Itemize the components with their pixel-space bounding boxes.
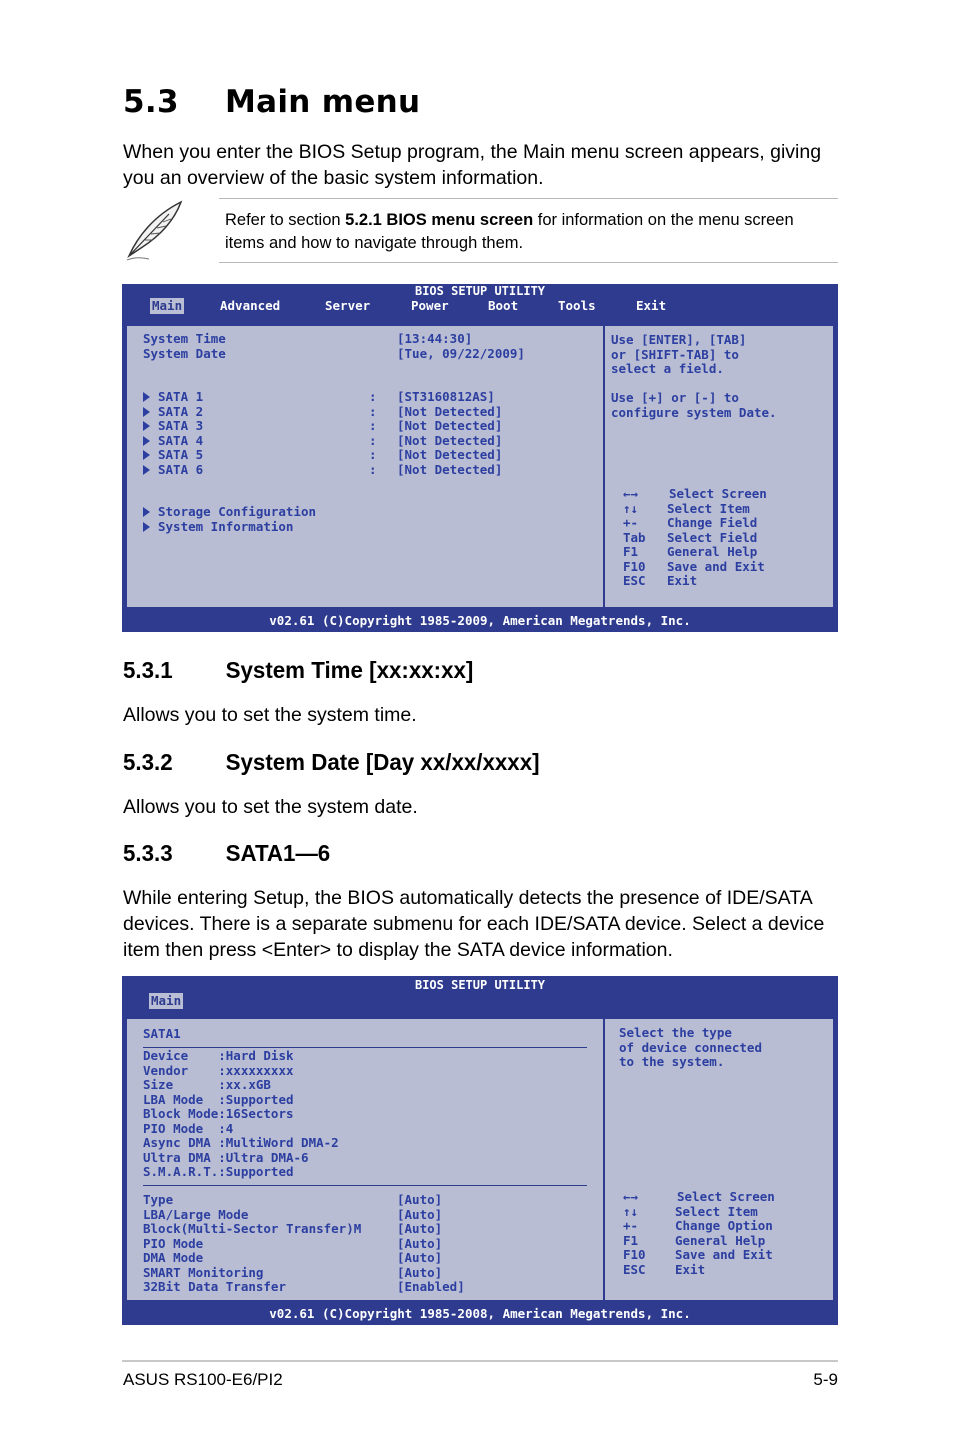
option-label-smart-monitoring[interactable]: SMART Monitoring <box>143 1264 264 1280</box>
key-desc: Exit <box>667 573 698 588</box>
note-prefix: Refer to section <box>225 211 346 229</box>
menu-tab-power[interactable]: Power <box>411 298 449 313</box>
bios-left-pane <box>126 1018 604 1301</box>
key-desc: General Help <box>675 1232 766 1248</box>
sata-separator: : <box>369 389 377 404</box>
option-value-type[interactable]: [Auto] <box>397 1192 443 1207</box>
device-info-line: Async DMA :MultiWord DMA-2 <box>143 1135 339 1150</box>
menu-tab-advanced[interactable]: Advanced <box>220 298 281 313</box>
subsection-heading-system-date: 5.3.2 System Date [Day xx/xx/xxxx] <box>123 749 540 775</box>
help-line: or [SHIFT-TAB] to <box>611 346 739 362</box>
key-arrows-ud: ↑↓ <box>623 500 639 516</box>
option-label-pio-mode[interactable]: PIO Mode <box>143 1235 204 1251</box>
key-desc: Select Field <box>667 529 758 545</box>
key-desc: Save and Exit <box>675 1247 773 1262</box>
sata-item-3[interactable]: SATA 3 <box>143 419 203 434</box>
option-value-32bit-transfer[interactable]: [Enabled] <box>397 1279 465 1294</box>
submenu-arrow-icon <box>143 507 150 517</box>
submenu-arrow-icon <box>143 522 150 532</box>
device-info-line: Vendor :xxxxxxxxx <box>143 1062 294 1078</box>
key-plus-minus: +- <box>623 1218 639 1233</box>
sata-separator: : <box>369 461 377 477</box>
menu-tab-exit[interactable]: Exit <box>636 298 667 313</box>
field-value-system-date[interactable]: [Tue, 09/22/2009] <box>397 346 525 361</box>
key-tab: Tab <box>623 529 646 545</box>
intro-paragraph: When you enter the BIOS Setup program, the Main menu screen appears, giving you an overview of the basic system information. <box>123 141 822 189</box>
sata-value-6: [Not Detected] <box>397 461 503 477</box>
sata-item-1[interactable]: SATA 1 <box>143 390 203 405</box>
key-desc: Change Field <box>667 515 758 530</box>
key-desc: Select Item <box>675 1203 758 1219</box>
option-value-block-multi-sector[interactable]: [Auto] <box>397 1221 443 1236</box>
submenu-system-information[interactable]: System Information <box>143 520 293 535</box>
key-f1: F1 <box>623 544 639 559</box>
submenu-storage-configuration[interactable]: Storage Configuration <box>143 505 316 520</box>
submenu-arrow-icon <box>143 421 150 431</box>
sata-item-2[interactable]: SATA 2 <box>143 405 203 420</box>
key-esc: ESC <box>623 1261 646 1277</box>
page-title <box>123 84 420 120</box>
sata-desc: While entering Setup, the BIOS automatically detects the presence of IDE/SATA devices. There is a separate submenu for each IDE/SATA device. Select a device item then press <Enter> to display the SATA device information. <box>123 887 825 961</box>
device-info-line: S.M.A.R.T.:Supported <box>143 1164 294 1179</box>
device-info-line: LBA Mode :Supported <box>143 1091 294 1107</box>
menu-tab-main[interactable]: Main <box>151 993 182 1008</box>
sata-value-2: [Not Detected] <box>397 403 503 419</box>
footer-page-number: 5-9 <box>813 1370 838 1389</box>
menu-tab-boot[interactable]: Boot <box>488 298 519 313</box>
help-line: configure system Date. <box>611 404 777 420</box>
footer-product-name: ASUS RS100-E6/PI2 <box>123 1370 283 1389</box>
menu-tab-main[interactable]: Main <box>152 298 183 313</box>
bios-help-pane <box>604 325 834 608</box>
field-label-system-time[interactable]: System Time <box>143 331 226 346</box>
subsection-heading-sata: 5.3.3 SATA1—6 <box>123 840 331 866</box>
key-desc: Select Screen <box>669 486 767 501</box>
key-desc: Select Item <box>667 500 750 516</box>
key-desc: Select Screen <box>677 1189 775 1204</box>
option-value-dma-mode[interactable]: [Auto] <box>397 1250 443 1265</box>
submenu-arrow-icon <box>143 465 150 475</box>
sata-value-4: [Not Detected] <box>397 432 503 448</box>
note-top-rule <box>219 198 838 199</box>
submenu-arrow-icon <box>143 450 150 460</box>
option-value-pio-mode[interactable]: [Auto] <box>397 1235 443 1251</box>
help-line: to the system. <box>619 1054 725 1069</box>
menu-tab-server[interactable]: Server <box>325 298 371 313</box>
device-info-line: Block Mode:16Sectors <box>143 1106 294 1121</box>
key-f10: F10 <box>623 1247 646 1262</box>
key-esc: ESC <box>623 573 646 588</box>
key-desc: Change Option <box>675 1218 773 1233</box>
system-date-desc: Allows you to set the system date. <box>123 796 418 818</box>
separator <box>143 1185 587 1186</box>
sata-separator: : <box>369 403 377 419</box>
option-value-lba-large-mode[interactable]: [Auto] <box>397 1206 443 1222</box>
key-desc: Exit <box>675 1261 706 1277</box>
help-line: Select the type <box>619 1025 732 1040</box>
key-arrows-ud: ↑↓ <box>623 1203 639 1219</box>
menu-tab-tools[interactable]: Tools <box>558 298 596 313</box>
option-label-block-multi-sector[interactable]: Block(Multi-Sector Transfer)M <box>143 1221 362 1236</box>
section-number: 5.3 <box>123 84 179 120</box>
option-label-32bit-transfer[interactable]: 32Bit Data Transfer <box>143 1279 286 1294</box>
submenu-arrow-icon <box>143 407 150 417</box>
option-label-lba-large-mode[interactable]: LBA/Large Mode <box>143 1206 249 1222</box>
option-label-dma-mode[interactable]: DMA Mode <box>143 1250 204 1265</box>
footer-rule <box>122 1360 838 1362</box>
sata-separator: : <box>369 418 377 433</box>
help-line: Use [+] or [-] to <box>611 390 739 405</box>
sata-heading: SATA1 <box>143 1026 181 1041</box>
sata-item-6[interactable]: SATA 6 <box>143 463 203 478</box>
sata-value-3: [Not Detected] <box>397 418 503 433</box>
bios-screen-main <box>122 284 838 632</box>
note-text <box>225 209 835 255</box>
note-reference: 5.2.1 BIOS menu screen <box>345 211 534 229</box>
note-bottom-rule <box>219 262 838 263</box>
bios-help-pane <box>604 1018 834 1301</box>
section-title: Main menu <box>225 84 421 120</box>
help-line: select a field. <box>611 361 724 376</box>
key-f1: F1 <box>623 1232 639 1248</box>
device-info-line: PIO Mode :4 <box>143 1120 234 1136</box>
key-arrows-lr: ←→ <box>623 486 639 501</box>
key-desc: General Help <box>667 544 758 559</box>
help-line: Use [ENTER], [TAB] <box>611 332 747 347</box>
bios-screen-sata1 <box>122 976 838 1325</box>
field-value-system-time[interactable]: [13:44:30] <box>397 331 473 346</box>
sata-item-5[interactable]: SATA 5 <box>143 448 203 463</box>
bios-footer: v02.61 (C)Copyright 1985-2008, American Megatrends, Inc. <box>269 1306 691 1321</box>
device-info-line: Device :Hard Disk <box>143 1048 294 1063</box>
subsection-heading-system-time: 5.3.1 System Time [xx:xx:xx] <box>123 657 474 683</box>
bios-left-pane <box>126 325 604 608</box>
sata-value-5: [Not Detected] <box>397 447 503 462</box>
key-f10: F10 <box>623 558 646 574</box>
key-arrows-lr: ←→ <box>623 1189 639 1204</box>
sata-separator: : <box>369 447 377 462</box>
field-label-system-date[interactable]: System Date <box>143 346 226 361</box>
note-suffix: for information on the menu screen items and how to navigate through them. <box>225 211 794 252</box>
feather-icon <box>123 198 187 262</box>
key-plus-minus: +- <box>623 515 639 530</box>
device-info-line: Ultra DMA :Ultra DMA-6 <box>143 1149 309 1165</box>
submenu-arrow-icon <box>143 436 150 446</box>
sata-separator: : <box>369 432 377 448</box>
sata-value-1: [ST3160812AS] <box>397 389 495 404</box>
bios-footer: v02.61 (C)Copyright 1985-2009, American Megatrends, Inc. <box>269 613 691 628</box>
option-label-type[interactable]: Type <box>143 1192 174 1207</box>
key-desc: Save and Exit <box>667 558 765 574</box>
sata-item-4[interactable]: SATA 4 <box>143 434 203 449</box>
device-info-line: Size :xx.xGB <box>143 1077 271 1092</box>
system-time-desc: Allows you to set the system time. <box>123 704 417 726</box>
bios-title: BIOS SETUP UTILITY <box>414 284 546 298</box>
submenu-arrow-icon <box>143 392 150 402</box>
option-value-smart-monitoring[interactable]: [Auto] <box>397 1264 443 1280</box>
help-line: of device connected <box>619 1039 762 1055</box>
bios-title: BIOS SETUP UTILITY <box>414 978 546 992</box>
